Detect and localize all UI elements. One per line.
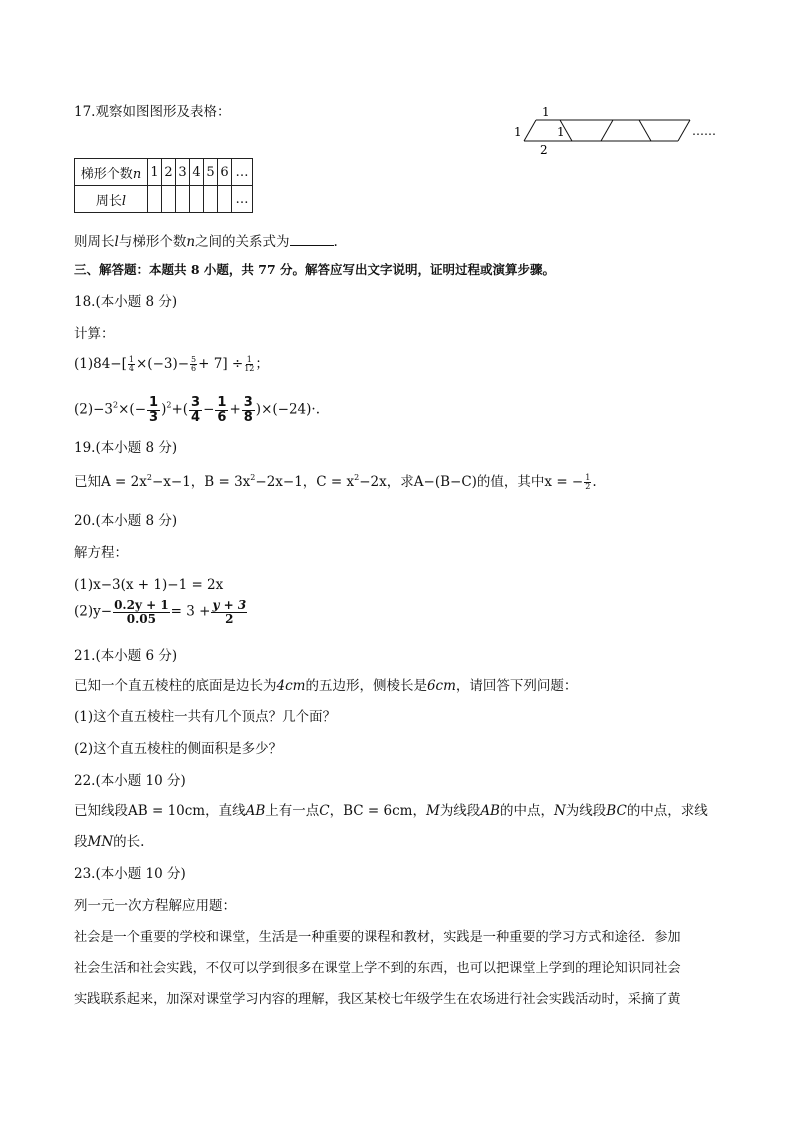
- q18-instruction: 计算：: [74, 326, 115, 342]
- table-cell: [148, 186, 162, 213]
- table-cell: [190, 186, 204, 213]
- figure-bottom-label: 2: [540, 143, 548, 155]
- figure-top-label: 1: [542, 105, 550, 119]
- q18-part1: (1)84−[ $\frac{1}{4}$ ×(−3)− $\frac{5}{6}$ + 7] ÷ $\frac{1}{12}$ ；: [74, 355, 269, 373]
- table-cell: [218, 186, 232, 213]
- table-cell: 1: [148, 159, 162, 186]
- table-cell: [204, 186, 218, 213]
- section-heading: 三、解答题：本题共 8 小题，共 77 分。解答应写出文字说明，证明过程或演算步骤。: [74, 262, 556, 277]
- table-cell: 6: [218, 159, 232, 186]
- table-cell: 4: [190, 159, 204, 186]
- q18-header: 18.(本小题 8 分): [74, 294, 178, 310]
- q22-text-line2: 段MN的长.: [74, 834, 145, 850]
- table-cell: …: [232, 186, 253, 213]
- q20-instruction: 解方程：: [74, 545, 128, 561]
- q23-instruction: 列一元一次方程解应用题：: [74, 898, 236, 914]
- table-cell: 5: [204, 159, 218, 186]
- table-row: [75, 186, 253, 213]
- q17-text: 17.观察如图图形及表格：: [74, 104, 231, 120]
- figure-inner-label: 1: [557, 125, 565, 139]
- q21-text: 已知一个直五棱柱的底面是边长为4cm的五边形，侧棱长是6cm，请回答下列问题：: [74, 678, 578, 694]
- q19-text: 已知$A = 2x^2-x-1$，$B = 3x^2-2x-1$，$C = x^2-2x$，求A−(B−C)的值，其中x = − $\frac{1}{2}$ .: [74, 473, 597, 491]
- table-row: [75, 159, 253, 186]
- q22-text-line1: 已知线段AB = 10cm，直线AB上有一点C，BC = 6cm，M为线段AB的中点，N为线段BC的中点，求线: [74, 803, 708, 819]
- figure-left-label: 1: [514, 125, 522, 139]
- q20-header: 20.(本小题 8 分): [74, 513, 178, 529]
- q23-paragraph-line1: 社会是一个重要的学校和课堂，生活是一种重要的课程和教材，实践是一种重要的学习方式和途径．参加: [74, 930, 681, 945]
- trapezoid-table: [74, 158, 253, 213]
- q19-header: 19.(本小题 8 分): [74, 440, 178, 456]
- table-header-count: 梯形个数n: [75, 159, 148, 186]
- table-cell: 3: [176, 159, 190, 186]
- q20-part2: (2)y− $\frac{0.2y + 1}{0.05}$ = 3 + $\frac{y + 3}{2}$: [74, 598, 247, 626]
- trapezoid-figure: [512, 103, 727, 155]
- q23-header: 23.(本小题 10 分): [74, 866, 186, 882]
- q17-answer-line: 则周长l与梯形个数n之间的关系式为 .: [74, 234, 338, 250]
- table-cell: …: [232, 159, 253, 186]
- answer-blank: [290, 234, 334, 246]
- q21-part1: (1)这个直五棱柱一共有几个顶点？几个面？: [74, 709, 337, 725]
- table-cell: [176, 186, 190, 213]
- q21-header: 21.(本小题 6 分): [74, 648, 178, 664]
- q18-part2: $(2)-3^2\times(-$ $\frac{1}{3}$ )$^2$+( $\frac{3}{4}$ − $\frac{1}{6}$ + $\frac{3}{8}$ )×(−24)·.: [74, 395, 320, 425]
- q23-paragraph-line2: 社会生活和社会实践，不仅可以学到很多在课堂上学不到的东西，也可以把课堂上学到的理论知识同社会: [74, 961, 681, 976]
- figure-dots: ……: [692, 124, 716, 138]
- q23-paragraph-line3: 实践联系起来，加深对课堂学习内容的理解，我区某校七年级学生在农场进行社会实践活动时，采摘了黄: [74, 992, 681, 1007]
- table-header-perimeter: 周长l: [75, 186, 148, 213]
- table-cell: 2: [162, 159, 176, 186]
- q21-part2: (2)这个直五棱柱的侧面积是多少？: [74, 741, 283, 757]
- table-cell: [162, 186, 176, 213]
- q22-header: 22.(本小题 10 分): [74, 773, 186, 789]
- q20-part1: (1)x−3(x + 1)−1 = 2x: [74, 577, 224, 593]
